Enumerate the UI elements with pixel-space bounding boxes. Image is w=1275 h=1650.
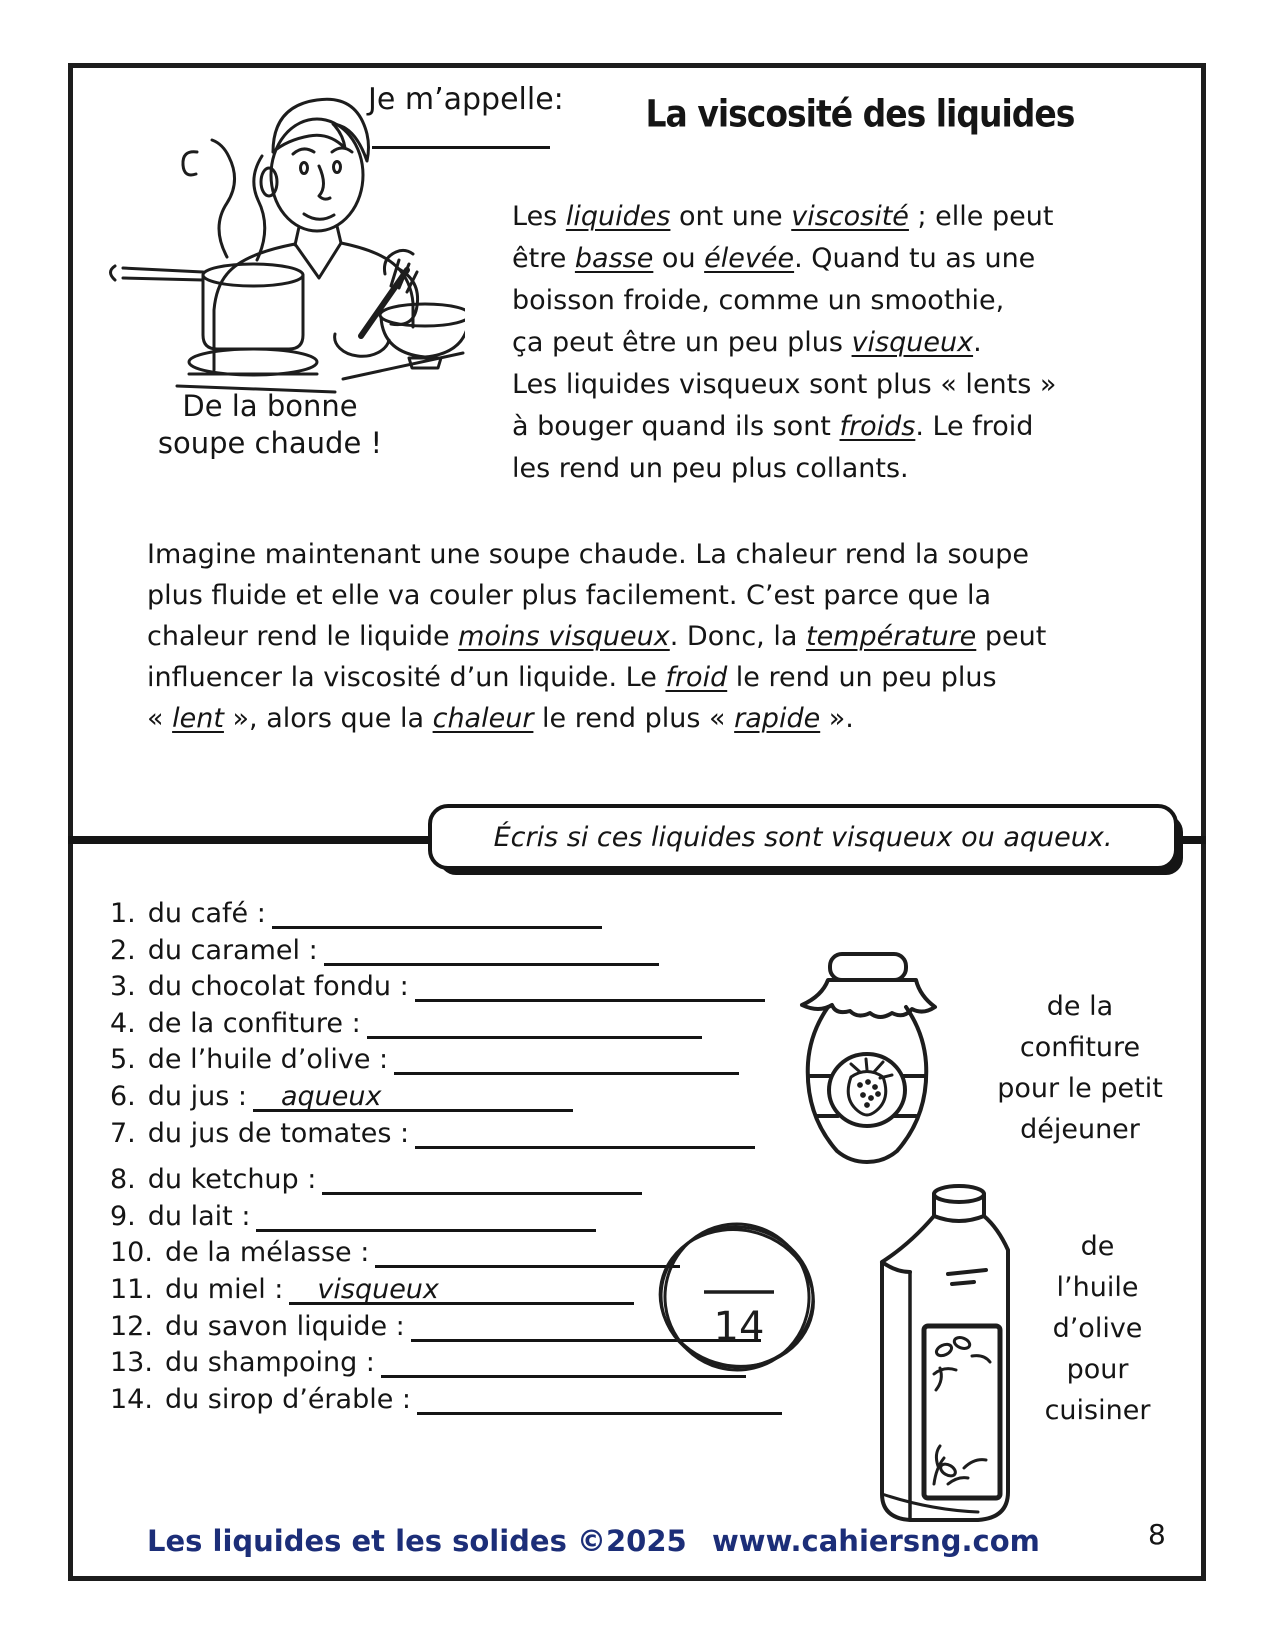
vocab-liquides: liquides (565, 201, 671, 232)
vocab-basse: basse (574, 243, 654, 274)
caption-line-1: De la bonne (182, 389, 358, 423)
jam-jar-illustration (790, 950, 945, 1165)
vocab-rapide: rapide (734, 703, 821, 734)
caption-line-2: soupe chaude ! (157, 426, 383, 460)
vocab-viscosite: viscosité (791, 201, 909, 232)
footer-series-title: Les liquides et les solides ©2025 (147, 1524, 687, 1558)
quiz-item-6: 6. du jus : aqueux (110, 1081, 782, 1118)
answer-blank-1[interactable] (272, 898, 602, 929)
jar-cloth-cover (802, 980, 935, 1017)
quiz-item-12: 12. du savon liquide : (110, 1311, 782, 1348)
answer-text-visqueux: visqueux (317, 1273, 439, 1305)
answer-blank-3[interactable] (415, 971, 765, 1002)
quiz-item-11: 11. du miel : visqueux (110, 1274, 782, 1311)
quiz-item-10: 10. de la mélasse : (110, 1237, 782, 1274)
name-label: Je m’appelle: (368, 82, 564, 117)
answer-blank-14[interactable] (417, 1384, 782, 1415)
quiz-item-3: 3. du chocolat fondu : (110, 971, 782, 1008)
quiz-item-2: 2. du caramel : (110, 935, 782, 972)
vocab-elevee: élevée (704, 243, 795, 274)
instruction-box (428, 804, 1178, 870)
vocab-moins-visqueux: moins visqueux (458, 621, 670, 652)
page-number: 8 (1148, 1518, 1166, 1551)
answer-blank-8[interactable] (322, 1164, 642, 1195)
vocab-lent: lent (172, 703, 224, 734)
steam-icon (183, 140, 265, 260)
vocab-froids: froids (839, 411, 916, 442)
quiz-item-9: 9. du lait : (110, 1201, 782, 1238)
quiz-item-7: 7. du jus de tomates : (110, 1118, 782, 1155)
answer-blank-6[interactable] (253, 1081, 573, 1112)
answer-blank-2[interactable] (324, 935, 659, 966)
vocab-chaleur: chaleur (432, 703, 534, 734)
jar-lid (830, 954, 906, 980)
answer-blank-7[interactable] (415, 1118, 755, 1149)
intro-paragraph: Les liquides ont une viscosité ; elle peut être basse ou élevée. Quand tu as une boisson froide, comme un smoothie, ça peut être un peu plus visqueux. Les liquides visqueux sont plus « lents » à bouger quand ils sont froids. Le froid les rend un peu plus collants. (512, 201, 1057, 484)
footer-website-link[interactable]: www.cahiersng.com (712, 1524, 1040, 1558)
answer-blank-11[interactable] (289, 1274, 634, 1305)
answer-text-aqueux: aqueux (280, 1080, 382, 1112)
quiz-item-13: 13. du shampoing : (110, 1347, 782, 1384)
quiz-item-5: 5. de l’huile d’olive : (110, 1044, 782, 1081)
name-input-blank[interactable] (372, 112, 550, 149)
oil-caption: de l’huile d’olive pour cuisiner (1044, 1231, 1151, 1426)
answer-blank-9[interactable] (256, 1201, 596, 1232)
vocab-temperature: température (805, 621, 977, 652)
quiz-item-8: 8. du ketchup : (110, 1164, 782, 1201)
quiz-item-14: 14. du sirop d’érable : (110, 1384, 782, 1421)
illustration-caption (130, 388, 410, 462)
vocab-froid: froid (665, 662, 728, 693)
score-total: 14 (713, 1304, 765, 1350)
instruction-text: Écris si ces liquides sont visqueux ou aqueux. (493, 821, 1113, 853)
answer-blank-4[interactable] (367, 1008, 702, 1039)
answer-blank-10[interactable] (375, 1237, 680, 1268)
body-paragraph: Imagine maintenant une soupe chaude. La chaleur rend la soupe plus fluide et elle va couler plus facilement. C’est parce que la chaleur rend le liquide moins visqueux. Donc, la température peut influencer la viscosité d’un liquide. Le froid le rend un peu plus « lent », alors que la chaleur le rend plus « rapide ». (147, 539, 1047, 734)
man-head (261, 99, 369, 245)
jam-caption: de la confiture pour le petit déjeuner (997, 991, 1163, 1145)
page-title: La viscosité des liquides (645, 92, 1075, 136)
answer-blank-5[interactable] (394, 1044, 739, 1075)
score-circle (652, 1212, 822, 1382)
man-arm-ladle (335, 250, 418, 356)
quiz-item-4: 4. de la confiture : (110, 1008, 782, 1045)
quiz-item-1: 1. du café : (110, 898, 782, 935)
bottle-cap (934, 1186, 984, 1221)
olive-branch-icon (934, 1336, 990, 1484)
vocab-visqueux: visqueux (851, 327, 974, 358)
